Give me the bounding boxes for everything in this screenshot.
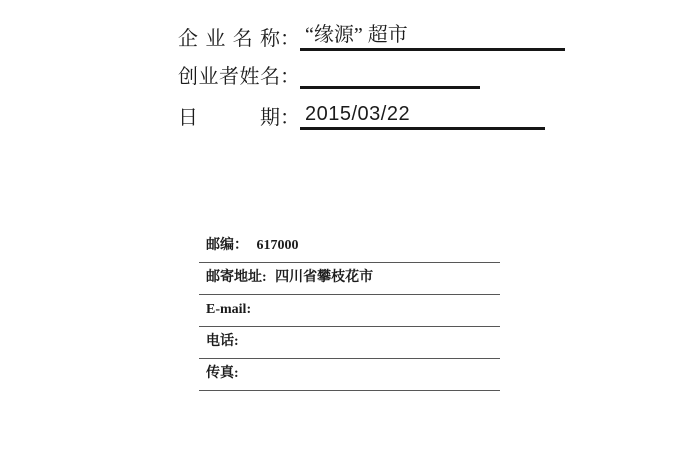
founder-name-field	[178, 64, 480, 89]
enterprise-name-value: “缘源” 超市	[300, 23, 565, 51]
postal-code-value: 617000	[256, 238, 299, 253]
date-field	[178, 105, 545, 130]
date-label: 日期	[178, 107, 280, 129]
postal-code-label: 邮编：	[206, 238, 248, 253]
mailing-address-value: 四川省攀枝花市	[275, 270, 374, 285]
founder-name-value	[300, 61, 480, 89]
enterprise-name-colon: ：	[280, 28, 300, 50]
date-value: 2015/03/22	[300, 102, 545, 130]
fax-row	[199, 359, 500, 391]
contact-table	[199, 231, 500, 391]
postal-code-row	[199, 231, 500, 263]
mailing-address-row	[199, 263, 500, 295]
fax-label: 传真:	[206, 366, 239, 381]
email-row	[199, 295, 500, 327]
email-label: E-mail:	[206, 302, 252, 317]
founder-name-label: 创业者姓名	[178, 66, 280, 88]
phone-row	[199, 327, 500, 359]
mailing-address-label: 邮寄地址:	[206, 270, 267, 285]
phone-label: 电话:	[206, 334, 239, 349]
enterprise-name-label: 企业名称	[178, 28, 280, 50]
date-colon: ：	[280, 107, 300, 129]
enterprise-name-field	[178, 26, 565, 51]
founder-name-colon: ：	[280, 66, 300, 88]
